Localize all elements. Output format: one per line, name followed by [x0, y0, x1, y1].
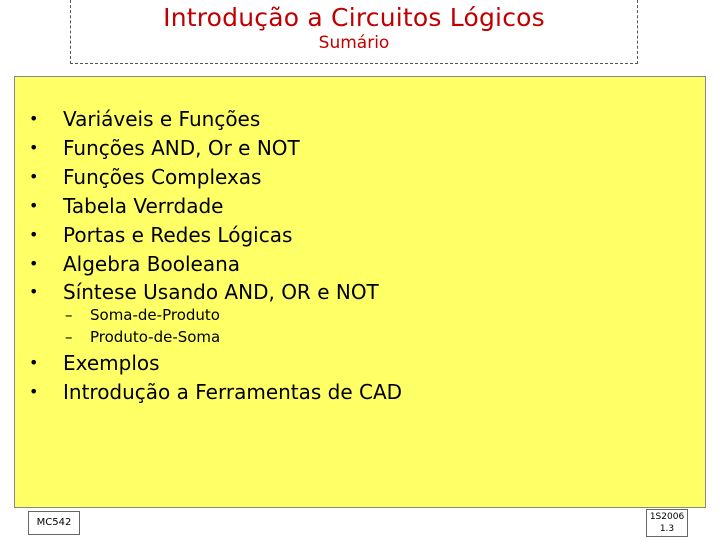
page-number: 1.3: [659, 524, 675, 534]
list-item: [15, 251, 705, 277]
page-info-box: [646, 509, 688, 537]
bullet-icon: •: [29, 225, 39, 244]
sub-list-item-text: Produto-de-Soma: [90, 328, 221, 346]
list-item-text: Introdução a Ferramentas de CAD: [63, 380, 403, 404]
list-item-text: Exemplos: [63, 351, 160, 375]
title-box: [70, 0, 638, 64]
bullet-icon: •: [29, 109, 39, 128]
dash-icon: –: [65, 306, 73, 324]
slide-title: Introdução a Circuitos Lógicos: [163, 3, 545, 32]
bullet-icon: •: [29, 353, 39, 372]
list-item: [15, 379, 705, 405]
list-item: [15, 106, 705, 132]
list-item-text: Portas e Redes Lógicas: [63, 223, 293, 247]
bullet-icon: •: [29, 167, 39, 186]
semester-label: 1S2006: [649, 512, 685, 522]
list-item-text: Algebra Booleana: [63, 252, 241, 276]
bullet-icon: •: [29, 138, 39, 157]
list-item-text: Tabela Verrdade: [63, 194, 224, 218]
list-item-text: Funções Complexas: [63, 165, 262, 189]
list-item-text: Variáveis e Funções: [63, 107, 261, 131]
bullet-icon: •: [29, 382, 39, 401]
sub-list-item: [15, 327, 705, 347]
bullet-icon: •: [29, 282, 39, 301]
list-item-text: Funções AND, Or e NOT: [63, 136, 300, 160]
slide-subtitle: Sumário: [318, 33, 390, 53]
content-area: [14, 76, 706, 508]
list-item: [15, 222, 705, 248]
list-item: [15, 135, 705, 161]
dash-icon: –: [65, 328, 73, 346]
course-code-box: MC542: [28, 511, 80, 535]
bullet-icon: •: [29, 254, 39, 273]
list-item: [15, 193, 705, 219]
bullet-icon: •: [29, 196, 39, 215]
list-item: [15, 164, 705, 190]
sub-list-item: [15, 305, 705, 325]
list-item: [15, 350, 705, 376]
list-item: [15, 279, 705, 305]
sub-list-item-text: Soma-de-Produto: [90, 306, 220, 324]
list-item-text: Síntese Usando AND, OR e NOT: [63, 280, 379, 304]
